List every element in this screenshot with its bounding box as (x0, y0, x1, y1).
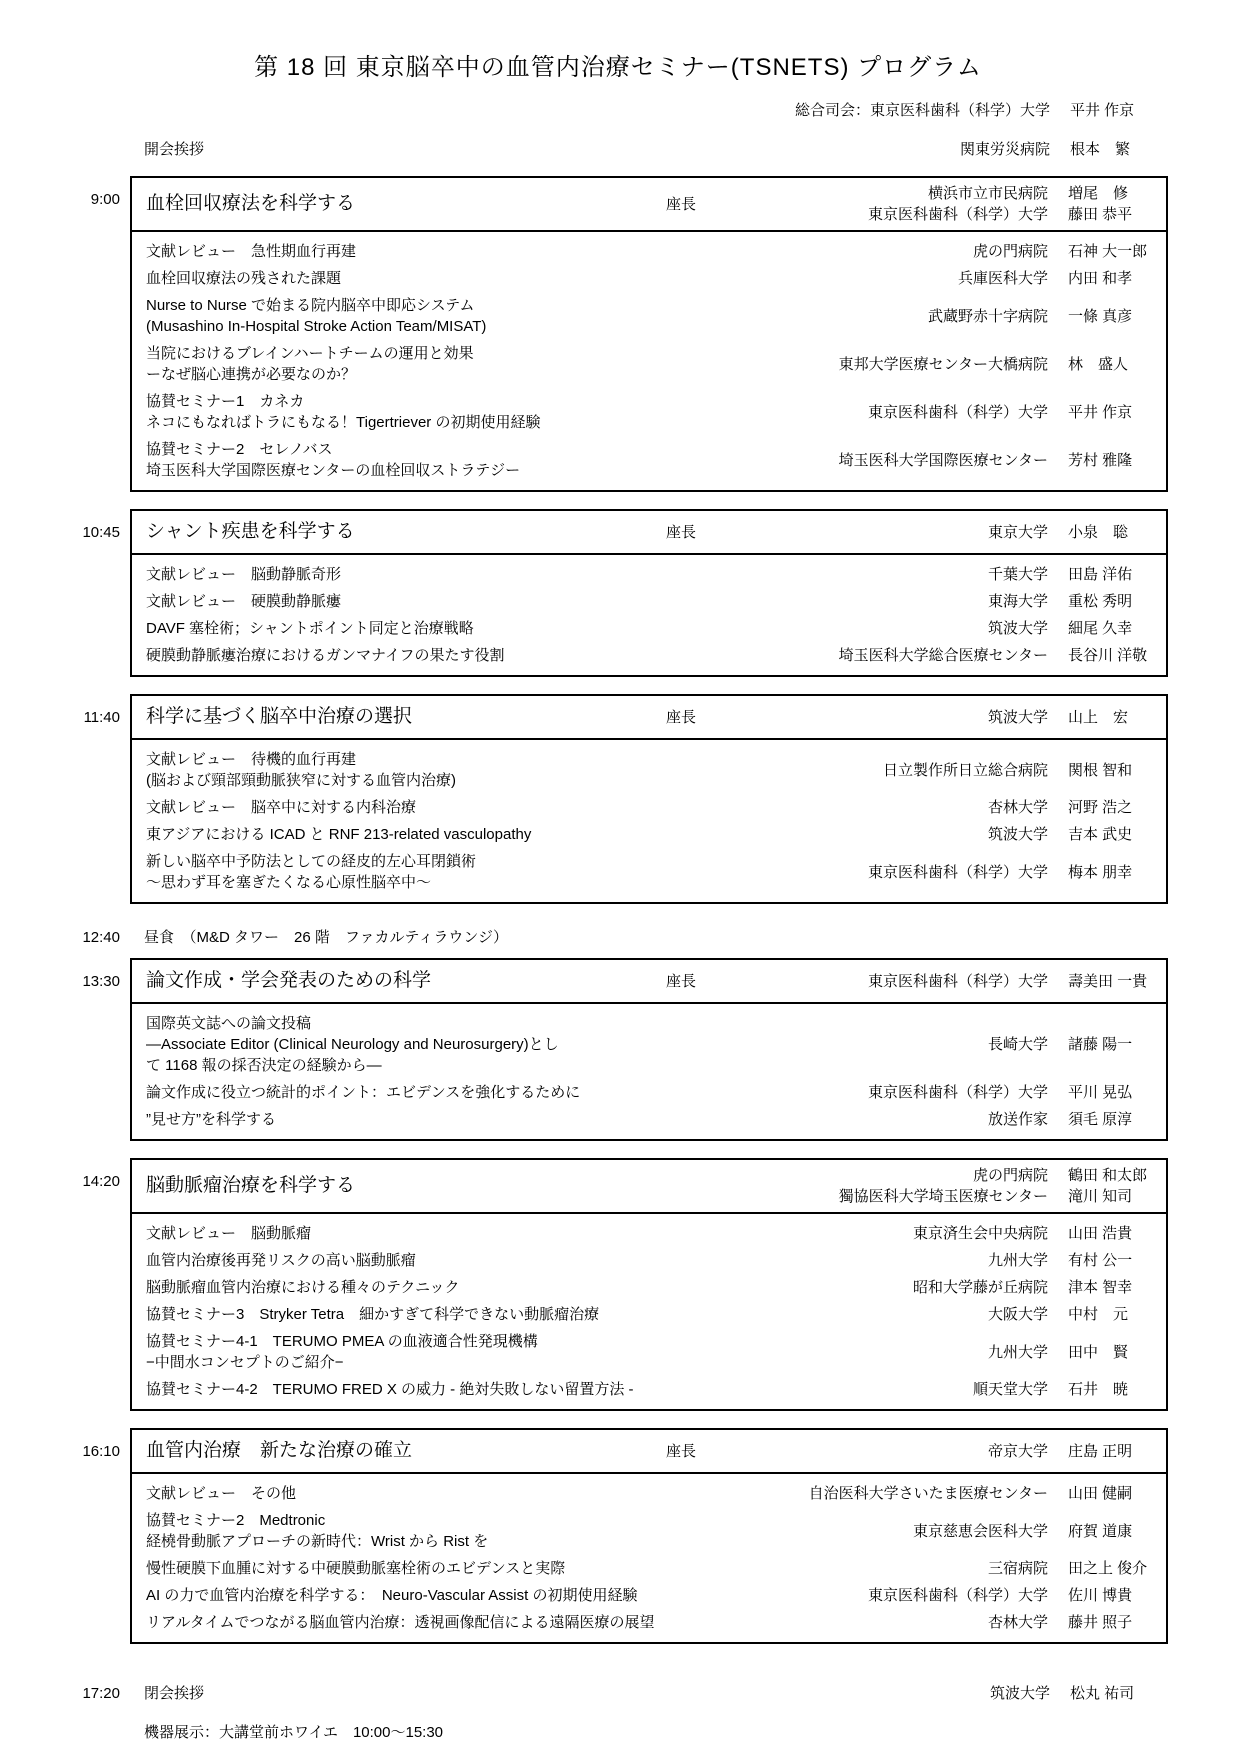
item-title-line: ネコにもなればトラにもなる！Tigertriever の初期使用経験 (146, 414, 541, 431)
item-title (146, 1585, 868, 1606)
item-institution: 千葉大学 (987, 566, 1048, 583)
item-title-line: 経橈骨動脈アプローチの新時代：Wrist から Rist を (146, 1533, 489, 1550)
chair-entry (746, 1186, 1156, 1207)
session-items (132, 1474, 1166, 1642)
session-box (130, 1158, 1168, 1411)
item-title-line: 埼玉医科大学国際医療センターの血栓回収ストラテジー (146, 462, 521, 479)
item-row (146, 794, 1156, 821)
item-institution: 東京慈恵会医科大学 (912, 1522, 1048, 1540)
item-name: 山田 浩貴 (1068, 1225, 1133, 1242)
item-name: 諸藤 陽一 (1068, 1036, 1133, 1053)
item-row (146, 292, 1156, 340)
item-name: 梅本 朋幸 (1068, 863, 1133, 881)
lunch-time: 12:40 (82, 929, 120, 946)
item-row (146, 588, 1156, 615)
item-title-line: ”見せ方”を科学する (146, 1111, 276, 1128)
chair-label: 座長 (666, 195, 697, 213)
item-name: 一條 真彦 (1068, 307, 1133, 325)
item-institution: 日立製作所日立総合病院 (882, 761, 1048, 779)
session-header (132, 1160, 1166, 1214)
item-institution: 東海大学 (987, 593, 1048, 610)
item-title (146, 1379, 973, 1400)
item-row (146, 1507, 1156, 1555)
item-institution: 筑波大学 (987, 826, 1048, 843)
chair-label: 座長 (666, 1442, 697, 1460)
item-title-line: て 1168 報の採否決定の経験から― (146, 1057, 382, 1074)
session-items (132, 232, 1166, 490)
item-title (146, 1558, 988, 1579)
item-title-line: Nurse to Nurse で始まる院内脳卒中即応システム (146, 297, 475, 314)
chair-entry (746, 522, 1156, 543)
session-chairs (746, 707, 1156, 728)
item-name: 平井 作京 (1068, 403, 1133, 421)
item-title-line: 協賛セミナー3 Stryker Tetra 細かすぎて科学できない動脈瘤治療 (146, 1306, 600, 1323)
item-row (146, 561, 1156, 588)
item-title (146, 268, 958, 289)
item-title (146, 1483, 809, 1504)
item-row (146, 1010, 1156, 1079)
item-row (146, 1582, 1156, 1609)
session-items (132, 1004, 1166, 1139)
item-row (146, 848, 1156, 896)
item-title (146, 391, 868, 433)
session-box (130, 176, 1168, 492)
chair-name: 藤田 恭平 (1068, 206, 1133, 223)
item-row (146, 1480, 1156, 1507)
moderator-institution: 総合司会：東京医科歯科（科学）大学 (794, 102, 1050, 119)
item-institution: 自治医科大学さいたま医療センター (808, 1485, 1048, 1502)
session-box (130, 958, 1168, 1141)
item-title-line: リアルタイムでつながる脳血管内治療：透視画像配信による遠隔医療の展望 (146, 1614, 655, 1631)
item-name: 関根 智和 (1068, 761, 1133, 779)
exhibit-time (68, 1722, 120, 1743)
item-name: 石神 大一郎 (1068, 243, 1148, 260)
item-institution: 杏林大学 (987, 1614, 1048, 1631)
item-name: 吉本 武史 (1068, 826, 1133, 843)
session-items (132, 1214, 1166, 1409)
item-name: 平川 晃弘 (1068, 1084, 1133, 1101)
item-row (146, 1247, 1156, 1274)
item-title-line: −中間水コンセプトのご紹介− (146, 1354, 344, 1371)
item-row (146, 1328, 1156, 1376)
item-row (146, 1301, 1156, 1328)
item-title-line: 血管内治療後再発リスクの高い脳動脈瘤 (146, 1252, 416, 1269)
item-institution: 東京医科歯科（科学）大学 (867, 1084, 1048, 1101)
chair-name: 増尾 修 (1068, 185, 1129, 202)
chair-institution: 帝京大学 (987, 1442, 1048, 1460)
item-institution: 筑波大学 (987, 620, 1048, 637)
item-name: 芳村 雅隆 (1068, 451, 1133, 469)
session-chairs (746, 1441, 1156, 1462)
item-name: 藤井 照子 (1068, 1614, 1133, 1631)
item-name: 有村 公一 (1068, 1252, 1133, 1269)
item-name: 細尾 久幸 (1068, 620, 1133, 637)
item-institution: 放送作家 (987, 1111, 1048, 1128)
item-title-line: 協賛セミナー1 カネカ (146, 393, 305, 410)
session-block-6 (68, 1428, 1168, 1661)
item-institution: 杏林大学 (987, 799, 1048, 816)
page-title: 第 18 回 東京脳卒中の血管内治療セミナー(TSNETS) プログラム (254, 54, 982, 81)
item-title (146, 1013, 988, 1076)
item-title-line: 文献レビュー 脳動静脈奇形 (146, 566, 342, 583)
item-title (146, 295, 928, 337)
item-title (146, 1510, 913, 1552)
session-title: 血管内治療 新たな治療の確立 (146, 1440, 413, 1461)
chair-institution: 東京大学 (987, 523, 1048, 541)
session-title: 血栓回収療法を科学する (146, 193, 356, 214)
session-title: 論文作成・学会発表のための科学 (146, 970, 432, 991)
item-name: 田島 洋佑 (1068, 566, 1133, 583)
item-title-line: 文献レビュー 脳動脈瘤 (146, 1225, 312, 1242)
session-chairs (746, 183, 1156, 225)
item-institution: 東京医科歯科（科学）大学 (867, 403, 1048, 421)
chair-name: 壽美田 一貴 (1068, 972, 1148, 990)
item-title-line: 文献レビュー 急性期血行再建 (146, 243, 357, 260)
item-row (146, 1555, 1156, 1582)
item-title-line: 慢性硬膜下血腫に対する中硬膜動脈塞栓術のエビデンスと実際 (146, 1560, 566, 1577)
item-institution: 順天堂大学 (972, 1381, 1048, 1398)
item-title-line: 文献レビュー 硬膜動静脈瘻 (146, 593, 342, 610)
item-title-line: 硬膜動静脈瘻治療におけるガンマナイフの果たす役割 (146, 647, 505, 664)
session-block-3 (68, 694, 1168, 921)
item-title-line: AI の力で血管内治療を科学する： Neuro-Vascular Assist の初期使用経験 (146, 1587, 638, 1604)
lunch-row (68, 927, 1168, 948)
item-institution: 東京医科歯科（科学）大学 (867, 1587, 1048, 1604)
session-header (132, 960, 1166, 1004)
item-title-line: 東アジアにおける ICAD と RNF 213-related vasculopathy (146, 826, 532, 843)
item-title-line: ～思わず耳を塞ぎたくなる心原性脳卒中～ (146, 874, 432, 891)
session-title: 科学に基づく脳卒中治療の選択 (146, 706, 413, 727)
item-title (146, 618, 988, 639)
chair-entry (746, 1165, 1156, 1186)
item-institution: 兵庫医科大学 (957, 270, 1048, 287)
chair-name: 山上 宏 (1068, 708, 1129, 726)
item-row (146, 436, 1156, 484)
lunch-text: 昼食 （M&D タワー 26 階 ファカルティラウンジ） (144, 929, 508, 946)
item-title-line: 国際英文誌への論文投稿 (146, 1015, 312, 1032)
item-title-line: DAVF 塞栓術；シャントポイント同定と治療戦略 (146, 620, 474, 637)
item-name: 林 盛人 (1068, 355, 1129, 373)
session-time: 14:20 (82, 1173, 120, 1190)
closing-title: 閉会挨拶 (144, 1685, 205, 1702)
item-title (146, 1612, 988, 1633)
chair-institution: 東京医科歯科（科学）大学 (867, 206, 1048, 223)
item-row (146, 642, 1156, 669)
session-time: 9:00 (90, 191, 120, 208)
item-row (146, 1376, 1156, 1403)
chair-institution: 獨協医科大学埼玉医療センター (838, 1188, 1048, 1205)
session-header (132, 1430, 1166, 1474)
chair-entry (746, 204, 1156, 225)
item-name: 田中 賢 (1068, 1343, 1129, 1361)
item-row (146, 1609, 1156, 1636)
session-chairs (746, 971, 1156, 992)
chair-entry (746, 183, 1156, 204)
item-name: 佐川 博貴 (1068, 1587, 1133, 1604)
session-box (130, 1428, 1168, 1644)
opening-institution: 関東労災病院 (959, 141, 1050, 158)
item-institution: 大阪大学 (987, 1306, 1048, 1323)
item-row (146, 1106, 1156, 1133)
session-block-2 (68, 509, 1168, 694)
chair-institution: 東京医科歯科（科学）大学 (867, 972, 1048, 990)
session-title: シャント疾患を科学する (146, 521, 355, 542)
item-institution: 武蔵野赤十字病院 (927, 307, 1048, 325)
opening-name: 根本 繁 (1070, 141, 1131, 158)
item-title (146, 564, 988, 585)
item-institution: 三宿病院 (987, 1560, 1048, 1577)
item-title-line: 協賛セミナー4-1 TERUMO PMEA の血液適合性発現機構 (146, 1333, 538, 1350)
item-title-line: 協賛セミナー2 セレノバス (146, 441, 333, 458)
item-row (146, 1274, 1156, 1301)
chair-entry (746, 707, 1156, 728)
session-chairs (746, 522, 1156, 543)
item-title (146, 851, 868, 893)
item-title-line: 協賛セミナー2 Medtronic (146, 1512, 326, 1529)
item-institution: 昭和大学藤が丘病院 (912, 1279, 1048, 1296)
chair-name: 小泉 聡 (1068, 523, 1129, 541)
item-name: 河野 浩之 (1068, 799, 1133, 816)
chair-institution: 筑波大学 (987, 708, 1048, 726)
closing-name: 松丸 祐司 (1070, 1685, 1135, 1702)
item-name: 重松 秀明 (1068, 593, 1133, 610)
item-title (146, 749, 883, 791)
item-title (146, 1082, 868, 1103)
item-title-line: 協賛セミナー4-2 TERUMO FRED X の威力 - 絶対失敗しない留置方法 - (146, 1381, 634, 1398)
item-name: 石井 暁 (1068, 1381, 1129, 1398)
chair-label: 座長 (666, 708, 697, 726)
session-time: 16:10 (82, 1443, 120, 1460)
chair-label: 座長 (666, 523, 697, 541)
item-title (146, 1331, 988, 1373)
moderator-row (68, 100, 1168, 121)
item-name: 須毛 原淳 (1068, 1111, 1133, 1128)
item-title (146, 797, 988, 818)
chair-name: 庄島 正明 (1068, 1442, 1133, 1460)
exhibit-row (68, 1722, 1168, 1743)
item-row (146, 1079, 1156, 1106)
item-title-line: 文献レビュー 待機的血行再建 (146, 751, 357, 768)
item-title-line: 文献レビュー その他 (146, 1485, 297, 1502)
item-title (146, 241, 973, 262)
opening-time (68, 139, 120, 160)
item-institution: 東京済生会中央病院 (912, 1225, 1048, 1242)
item-title (146, 1304, 988, 1325)
chair-entry (746, 1441, 1156, 1462)
session-header (132, 696, 1166, 740)
item-row (146, 388, 1156, 436)
item-title (146, 824, 988, 845)
item-title-line: 新しい脳卒中予防法としての経皮的左心耳閉鎖術 (146, 853, 477, 870)
chair-entry (746, 971, 1156, 992)
item-title (146, 1277, 913, 1298)
session-time: 13:30 (82, 973, 120, 990)
item-title-line: ーなぜ脳心連携が必要なのか？ (146, 366, 357, 383)
session-header (132, 511, 1166, 555)
chair-name: 鶴田 和太郎 (1068, 1167, 1148, 1184)
item-institution: 九州大学 (987, 1252, 1048, 1269)
item-institution: 東京医科歯科（科学）大学 (867, 863, 1048, 881)
item-title-line: ―Associate Editor (Clinical Neurology and Neurosurgery)とし (146, 1036, 559, 1053)
item-row (146, 265, 1156, 292)
session-time: 10:45 (82, 524, 120, 541)
exhibit-text: 機器展示：大講堂前ホワイエ 10:00～15:30 (144, 1724, 444, 1741)
item-name: 津本 智幸 (1068, 1279, 1133, 1296)
item-institution: 埼玉医科大学総合医療センター (838, 647, 1048, 664)
session-block-4 (68, 958, 1168, 1158)
item-title-line: 文献レビュー 脳卒中に対する内科治療 (146, 799, 417, 816)
item-row (146, 821, 1156, 848)
closing-institution: 筑波大学 (989, 1685, 1050, 1702)
session-title: 脳動脈瘤治療を科学する (146, 1175, 356, 1196)
item-institution: 東邦大学医療センター大橋病院 (838, 355, 1048, 373)
item-title (146, 1109, 988, 1130)
moderator-name: 平井 作京 (1070, 102, 1135, 119)
item-title-line: 論文作成に役立つ統計的ポイント：エビデンスを強化するために (146, 1084, 581, 1101)
session-block-5 (68, 1158, 1168, 1428)
item-title (146, 591, 988, 612)
chair-institution: 横浜市立市民病院 (927, 185, 1048, 202)
item-title-line: (Musashino In-Hospital Stroke Action Team/MISAT) (146, 318, 487, 335)
item-title-line: 脳動脈瘤血管内治療における種々のテクニック (146, 1279, 460, 1296)
item-title (146, 645, 839, 666)
chair-institution: 虎の門病院 (972, 1167, 1048, 1184)
item-title (146, 1223, 913, 1244)
session-box (130, 509, 1168, 677)
item-title-line: 当院におけるブレインハートチームの運用と効果 (146, 345, 474, 362)
item-title-line: 血栓回収療法の残された課題 (146, 270, 342, 287)
closing-row (68, 1683, 1168, 1704)
session-items (132, 740, 1166, 902)
item-row (146, 340, 1156, 388)
item-institution: 九州大学 (987, 1343, 1048, 1361)
item-title (146, 1250, 988, 1271)
item-row (146, 746, 1156, 794)
session-time: 11:40 (83, 709, 120, 726)
item-name: 中村 元 (1068, 1306, 1129, 1323)
item-institution: 長崎大学 (987, 1036, 1048, 1053)
session-box (130, 694, 1168, 904)
session-items (132, 555, 1166, 675)
session-block-1 (68, 176, 1168, 509)
item-institution: 虎の門病院 (972, 243, 1048, 260)
chair-label: 座長 (666, 972, 697, 990)
item-institution: 埼玉医科大学国際医療センター (838, 451, 1048, 469)
item-title (146, 439, 839, 481)
item-title (146, 343, 839, 385)
opening-title: 開会挨拶 (144, 141, 205, 158)
opening-row (68, 139, 1168, 160)
item-row (146, 615, 1156, 642)
item-row (146, 238, 1156, 265)
chair-name: 滝川 知司 (1068, 1188, 1133, 1205)
item-name: 内田 和孝 (1068, 270, 1133, 287)
item-name: 長谷川 洋敬 (1068, 647, 1148, 664)
item-name: 府賀 道康 (1068, 1522, 1133, 1540)
item-title-line: (脳および頸部頸動脈狭窄に対する血管内治療) (146, 772, 456, 789)
item-name: 山田 健嗣 (1068, 1485, 1133, 1502)
session-chairs (746, 1165, 1156, 1207)
item-name: 田之上 俊介 (1068, 1560, 1148, 1577)
closing-time: 17:20 (82, 1685, 120, 1702)
session-header (132, 178, 1166, 232)
item-row (146, 1220, 1156, 1247)
